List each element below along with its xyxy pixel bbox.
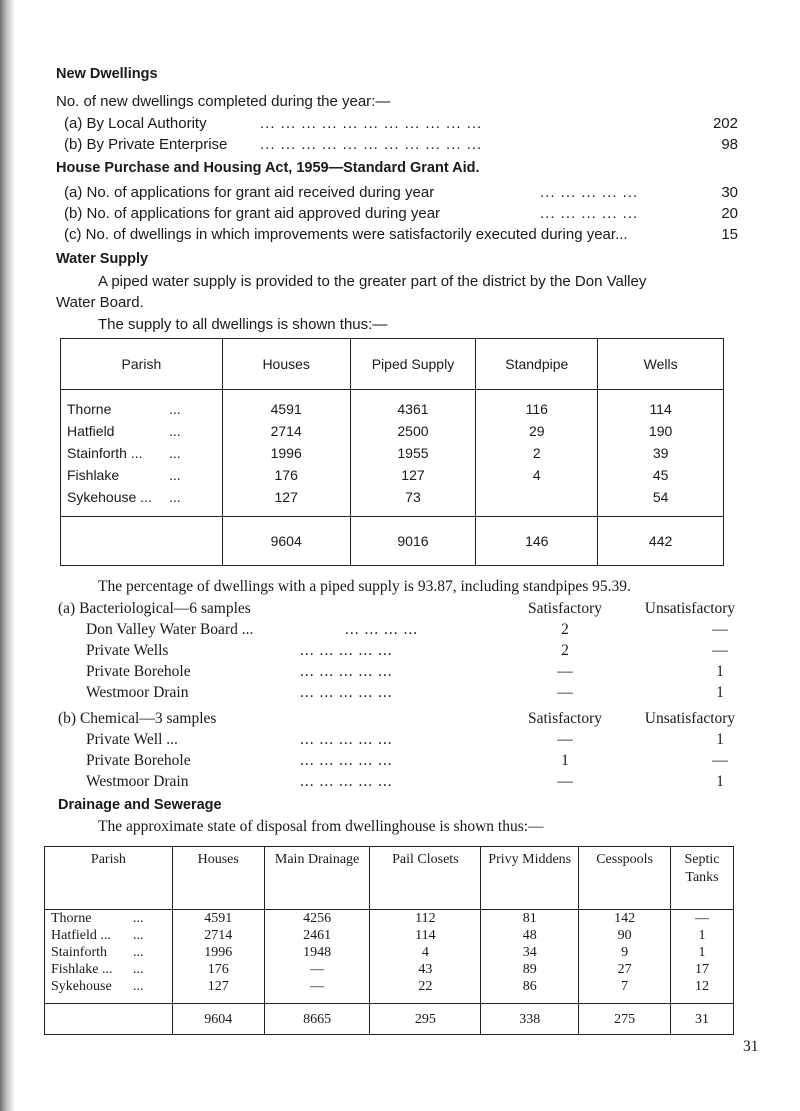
septic-tanks-cell: 1 — [671, 944, 734, 961]
total-main-drainage: 8665 — [264, 1004, 370, 1035]
houses-cell: 4591 — [222, 390, 350, 421]
sample-unsatisfactory: — — [712, 752, 728, 769]
column-header-houses: Houses — [172, 847, 264, 910]
sample-satisfactory: — — [557, 731, 573, 748]
wells-cell: 114 — [598, 390, 724, 421]
piped-supply-cell: 4361 — [350, 390, 476, 421]
scan-edge-shadow — [0, 0, 14, 1111]
table-row — [61, 486, 724, 517]
sample-satisfactory: — — [557, 663, 573, 680]
bacteriological-label: (a) Bacteriological—6 samples — [58, 600, 251, 617]
chemical-label: (b) Chemical—3 samples — [58, 710, 217, 727]
standpipe-cell: 29 — [476, 420, 598, 442]
totals-label-cell — [61, 517, 223, 566]
houses-cell: 2714 — [222, 420, 350, 442]
privy-middens-cell: 81 — [481, 910, 579, 928]
privy-middens-cell: 48 — [481, 927, 579, 944]
column-header-parish: Parish — [45, 847, 173, 910]
sample-satisfactory: — — [557, 773, 573, 790]
septic-tanks-cell: 17 — [671, 961, 734, 978]
column-header-pail-closets: Pail Closets — [370, 847, 481, 910]
total-piped-supply: 9016 — [350, 517, 476, 566]
sample-satisfactory: 1 — [561, 752, 569, 769]
piped-supply-cell: 2500 — [350, 420, 476, 442]
main-drainage-cell: 4256 — [264, 910, 370, 928]
new-dwellings-item-b-label: (b) By Private Enterprise — [64, 136, 228, 153]
leader-dots: ... ... ... ... ... — [300, 752, 393, 769]
sample-name: Private Borehole — [86, 752, 191, 769]
column-header-wells: Wells — [598, 339, 724, 390]
parish-cell: Sykehouse ... ... — [61, 486, 223, 517]
parish-cell: Sykehouse ... — [45, 978, 173, 1004]
leader-dots: ... ... ... ... ... — [300, 642, 393, 659]
main-drainage-cell: — — [264, 978, 370, 1004]
house-purchase-item-c-label: (c) No. of dwellings in which improvements were satisfactorily executed during year... — [64, 226, 628, 243]
percentage-statement: The percentage of dwellings with a piped supply is 93.87, including standpipes 95.39. — [98, 578, 631, 595]
new-dwellings-item-a-label: (a) By Local Authority — [64, 115, 207, 132]
table-row — [45, 927, 734, 944]
standpipe-cell: 2 — [476, 442, 598, 464]
sample-name: Private Well ... — [86, 731, 178, 748]
table-header-row — [61, 339, 724, 390]
cesspools-cell: 9 — [579, 944, 671, 961]
sample-satisfactory: 2 — [561, 642, 569, 659]
houses-cell: 176 — [172, 961, 264, 978]
total-standpipe: 146 — [476, 517, 598, 566]
sample-name: Westmoor Drain — [86, 684, 189, 701]
sample-name: Private Borehole — [86, 663, 191, 680]
house-purchase-item-a-label: (a) No. of applications for grant aid received during year — [64, 184, 435, 201]
new-dwellings-heading: New Dwellings — [56, 66, 158, 82]
bacteriological-satisfactory-header: Satisfactory — [527, 600, 603, 617]
pail-closets-cell: 22 — [370, 978, 481, 1004]
leader-dots: ... ... ... ... ... ... ... ... ... ... ... — [260, 115, 483, 132]
leader-dots: ... ... ... ... ... ... ... ... ... ... ... — [260, 136, 483, 153]
septic-tanks-cell: 12 — [671, 978, 734, 1004]
houses-cell: 176 — [222, 464, 350, 486]
table-row — [45, 961, 734, 978]
piped-supply-cell: 73 — [350, 486, 476, 517]
page-number: 31 — [743, 1038, 759, 1055]
leader-dots: ... ... ... ... ... — [300, 663, 393, 680]
piped-supply-cell: 1955 — [350, 442, 476, 464]
septic-tanks-cell: — — [671, 910, 734, 928]
drainage-heading: Drainage and Sewerage — [58, 797, 222, 813]
column-header-septic-tanks: Septic Tanks — [671, 847, 734, 910]
water-supply-table — [60, 338, 724, 566]
wells-cell: 190 — [598, 420, 724, 442]
total-pail-closets: 295 — [370, 1004, 481, 1035]
house-purchase-item-a-value: 30 — [721, 184, 738, 201]
sample-unsatisfactory: 1 — [716, 773, 724, 790]
main-drainage-cell: — — [264, 961, 370, 978]
table-row — [61, 442, 724, 464]
cesspools-cell: 7 — [579, 978, 671, 1004]
sample-name: Don Valley Water Board ... — [86, 621, 254, 638]
table-row — [45, 910, 734, 928]
leader-dots: ... ... ... ... ... — [300, 731, 393, 748]
table-header-row — [45, 847, 734, 910]
drainage-table — [44, 846, 734, 1035]
leader-dots: ... ... ... ... ... — [540, 205, 639, 222]
sample-satisfactory: — — [557, 684, 573, 701]
wells-cell: 54 — [598, 486, 724, 517]
table-row — [61, 420, 724, 442]
new-dwellings-item-a-value: 202 — [712, 115, 738, 132]
pail-closets-cell: 114 — [370, 927, 481, 944]
wells-cell: 39 — [598, 442, 724, 464]
leader-dots: ... ... ... ... ... — [540, 184, 639, 201]
total-cesspools: 275 — [579, 1004, 671, 1035]
piped-supply-cell: 127 — [350, 464, 476, 486]
table-row — [61, 390, 724, 421]
pail-closets-cell: 112 — [370, 910, 481, 928]
water-supply-table-intro: The supply to all dwellings is shown thus:— — [98, 316, 388, 333]
houses-cell: 2714 — [172, 927, 264, 944]
totals-row — [45, 1004, 734, 1035]
column-header-privy-middens: Privy Middens — [481, 847, 579, 910]
column-header-parish: Parish — [61, 339, 223, 390]
totals-row — [61, 517, 724, 566]
sample-name: Westmoor Drain — [86, 773, 189, 790]
leader-dots: ... ... ... ... ... — [300, 684, 393, 701]
column-header-cesspools: Cesspools — [579, 847, 671, 910]
column-header-standpipe: Standpipe — [476, 339, 598, 390]
house-purchase-item-c-value: 15 — [721, 226, 738, 243]
parish-cell: Thorne ... — [45, 910, 173, 928]
houses-cell: 127 — [172, 978, 264, 1004]
houses-cell: 1996 — [172, 944, 264, 961]
drainage-intro: The approximate state of disposal from dwellinghouse is shown thus:— — [98, 818, 544, 835]
cesspools-cell: 27 — [579, 961, 671, 978]
leader-dots: ... ... ... ... ... — [300, 773, 393, 790]
standpipe-cell: 116 — [476, 390, 598, 421]
sample-unsatisfactory: 1 — [716, 731, 724, 748]
total-wells: 442 — [598, 517, 724, 566]
main-drainage-cell: 2461 — [264, 927, 370, 944]
parish-cell: Stainforth ... — [45, 944, 173, 961]
water-supply-paragraph: A piped water supply is provided to the greater part of the district by the Don Valley — [98, 273, 647, 290]
cesspools-cell: 142 — [579, 910, 671, 928]
standpipe-cell — [476, 486, 598, 517]
privy-middens-cell: 86 — [481, 978, 579, 1004]
parish-cell: Fishlake ... — [61, 464, 223, 486]
sample-unsatisfactory: 1 — [716, 684, 724, 701]
water-supply-heading: Water Supply — [56, 251, 149, 267]
pail-closets-cell: 4 — [370, 944, 481, 961]
septic-tanks-cell: 1 — [671, 927, 734, 944]
house-purchase-item-b-value: 20 — [721, 205, 738, 222]
table-row — [45, 978, 734, 1004]
parish-cell: Fishlake ... ... — [45, 961, 173, 978]
chemical-satisfactory-header: Satisfactory — [527, 710, 603, 727]
house-purchase-item-b-label: (b) No. of applications for grant aid approved during year — [64, 205, 441, 222]
table-row — [61, 464, 724, 486]
sample-unsatisfactory: 1 — [716, 663, 724, 680]
houses-cell: 4591 — [172, 910, 264, 928]
parish-cell: Hatfield ... ... — [45, 927, 173, 944]
privy-middens-cell: 89 — [481, 961, 579, 978]
total-houses: 9604 — [172, 1004, 264, 1035]
wells-cell: 45 — [598, 464, 724, 486]
total-houses: 9604 — [222, 517, 350, 566]
parish-cell: Stainforth ... ... — [61, 442, 223, 464]
totals-label-cell — [45, 1004, 173, 1035]
total-privy-middens: 338 — [481, 1004, 579, 1035]
privy-middens-cell: 34 — [481, 944, 579, 961]
total-septic-tanks: 31 — [671, 1004, 734, 1035]
new-dwellings-intro: No. of new dwellings completed during the year:— — [56, 93, 391, 110]
water-supply-paragraph-cont: Water Board. — [56, 294, 144, 311]
table-row — [45, 944, 734, 961]
sample-name: Private Wells — [86, 642, 169, 659]
parish-cell: Thorne ... — [61, 390, 223, 421]
bacteriological-unsatisfactory-header: Unsatisfactory — [644, 600, 736, 617]
cesspools-cell: 90 — [579, 927, 671, 944]
main-drainage-cell: 1948 — [264, 944, 370, 961]
houses-cell: 127 — [222, 486, 350, 517]
chemical-unsatisfactory-header: Unsatisfactory — [644, 710, 736, 727]
column-header-houses: Houses — [222, 339, 350, 390]
column-header-main-drainage: Main Drainage — [264, 847, 370, 910]
new-dwellings-item-b-value: 98 — [721, 136, 738, 153]
leader-dots: ... ... ... ... — [345, 621, 419, 638]
pail-closets-cell: 43 — [370, 961, 481, 978]
sample-unsatisfactory: — — [712, 642, 728, 659]
standpipe-cell: 4 — [476, 464, 598, 486]
sample-unsatisfactory: — — [712, 621, 728, 638]
house-purchase-heading: House Purchase and Housing Act, 1959—Standard Grant Aid. — [56, 160, 480, 176]
parish-cell: Hatfield ... — [61, 420, 223, 442]
houses-cell: 1996 — [222, 442, 350, 464]
column-header-piped-supply: Piped Supply — [350, 339, 476, 390]
sample-satisfactory: 2 — [561, 621, 569, 638]
